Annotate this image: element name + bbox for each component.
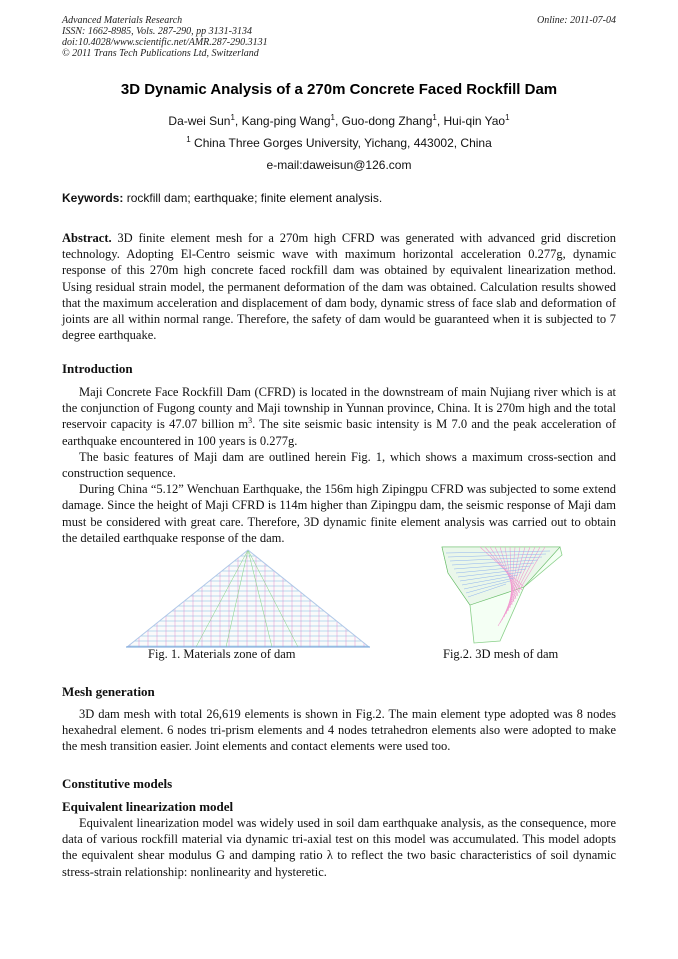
- keywords-text: rockfill dam; earthquake; finite element analysis.: [123, 191, 383, 205]
- paragraph-text: . The site seismic basic intensity is M 7.0 and the peak acceleration of earthquake encountered in 100 years is 0.277g.: [62, 417, 617, 448]
- copyright: © 2011 Trans Tech Publications Ltd, Switzerland: [62, 48, 259, 59]
- doi: doi:10.4028/www.scientific.net/AMR.287-290.3131: [62, 37, 268, 48]
- paragraph-text: Maji Concrete Face Rockfill Dam (CFRD) is located in the downstream of main Nujiang river which is at the conjunction of Fugong county and Maji township in Yunnan province, China. It is 270m high and the total reservoir capacity is 47.07 billion m: [62, 385, 616, 432]
- journal-name: Advanced Materials Research: [62, 15, 183, 26]
- paragraph: 3D dam mesh with total 26,619 elements is shown in Fig.2. The main element type adopted was 8 nodes hexahedral element. 6 nodes tri-prism elements and 4 nodes tetrahedron elements also were adopted to make the mesh transition easier. Joint elements and contact elements were used too.: [62, 707, 616, 754]
- affiliation-mark: 1: [186, 135, 191, 144]
- abstract-text: 3D finite element mesh for a 270m high CFRD was generated with advanced grid discretion technology. Adopting El-Centro seismic wave with maximum horizontal acceleration 0.277g, dynamic response of this 270m high concrete faced rockfill dam was obtained by equivalent linearization method. Using residual strain model, the permanent deformation of the dam was obtained. Calculation results showed that the maximum acceleration and displacement of dam body, dynamic stress of face slab and deformation of joints are all within normal range. Therefore, the safety of dam would be guaranteed when it is subjected to 7 degree earthquake.: [62, 231, 616, 343]
- author-affil-mark: 1: [230, 113, 235, 122]
- figure-2-caption: Fig.2. 3D mesh of dam: [443, 647, 559, 661]
- paragraph: [62, 384, 616, 449]
- keywords: [62, 191, 616, 205]
- introduction-body: [62, 384, 616, 546]
- author-email: e-mail:daweisun@126.com: [266, 158, 412, 172]
- author-name: Da-wei Sun: [168, 114, 231, 128]
- online-date: Online: 2011-07-04: [537, 15, 616, 26]
- paragraph: Equivalent linearization model was widely used in soil dam earthquake analysis, as the consequence, more data of various rockfill material via dynamic tri-axial test on this model was accumulated. This model adopts the equivalent shear modulus G and damping ratio λ to reflect the two basic characteristics of soil dynamic stress-strain relationship: nonlinearity and hysteretic.: [62, 816, 616, 879]
- abstract-label: Abstract.: [62, 231, 112, 245]
- section-heading-constitutive: Constitutive models: [62, 776, 173, 791]
- figure-3d-mesh: [440, 543, 564, 645]
- paragraph: During China “5.12” Wenchuan Earthquake, the 156m high Zipingpu CFRD was subjected to some extend damage. Since the height of Maji CFRD is 114m higher than Zipingpu dam, the seismic response of Maji dam must be considered with great care. Therefore, 3D dynamic finite element analysis was carried out to obtain the detailed earthquake response of the dam.: [62, 482, 616, 545]
- paragraph: The basic features of Maji dam are outlined herein Fig. 1, which shows a maximum cross-section and construction sequence.: [62, 449, 616, 481]
- affiliation: [0, 136, 678, 150]
- section-heading-introduction: Introduction: [62, 361, 133, 376]
- issn: ISSN: 1662-8985, Vols. 287-290, pp 3131-3134: [62, 26, 252, 37]
- author-name: Guo-dong Zhang: [341, 114, 433, 128]
- author-affil-mark: 1: [505, 113, 510, 122]
- paper-title: 3D Dynamic Analysis of a 270m Concrete Faced Rockfill Dam: [120, 81, 558, 98]
- figure-materials-zone: [126, 548, 370, 648]
- affiliation-text: China Three Gorges University, Yichang, 443002, China: [194, 136, 492, 150]
- author-affil-mark: 1: [330, 113, 335, 122]
- subsection-heading-equivalent-linearization: Equivalent linearization model: [62, 799, 234, 814]
- keywords-label: Keywords:: [62, 191, 124, 205]
- constitutive-body: [62, 815, 616, 880]
- superscript: 3: [248, 416, 253, 426]
- journal-header: [62, 15, 616, 59]
- figure-1-caption: Fig. 1. Materials zone of dam: [148, 647, 296, 661]
- section-heading-mesh: Mesh generation: [62, 684, 155, 699]
- mesh-body: [62, 706, 616, 755]
- author-list: Da-wei Sun$^1$, Kang-ping Wang$^1$, Guo-dong Zhang$^1$, Hui-qin Yao$^1$: [168, 113, 510, 128]
- author-name: Hui-qin Yao: [443, 114, 506, 128]
- author-affil-mark: 1: [432, 113, 437, 122]
- abstract: [62, 230, 616, 343]
- author-name: Kang-ping Wang: [241, 114, 331, 128]
